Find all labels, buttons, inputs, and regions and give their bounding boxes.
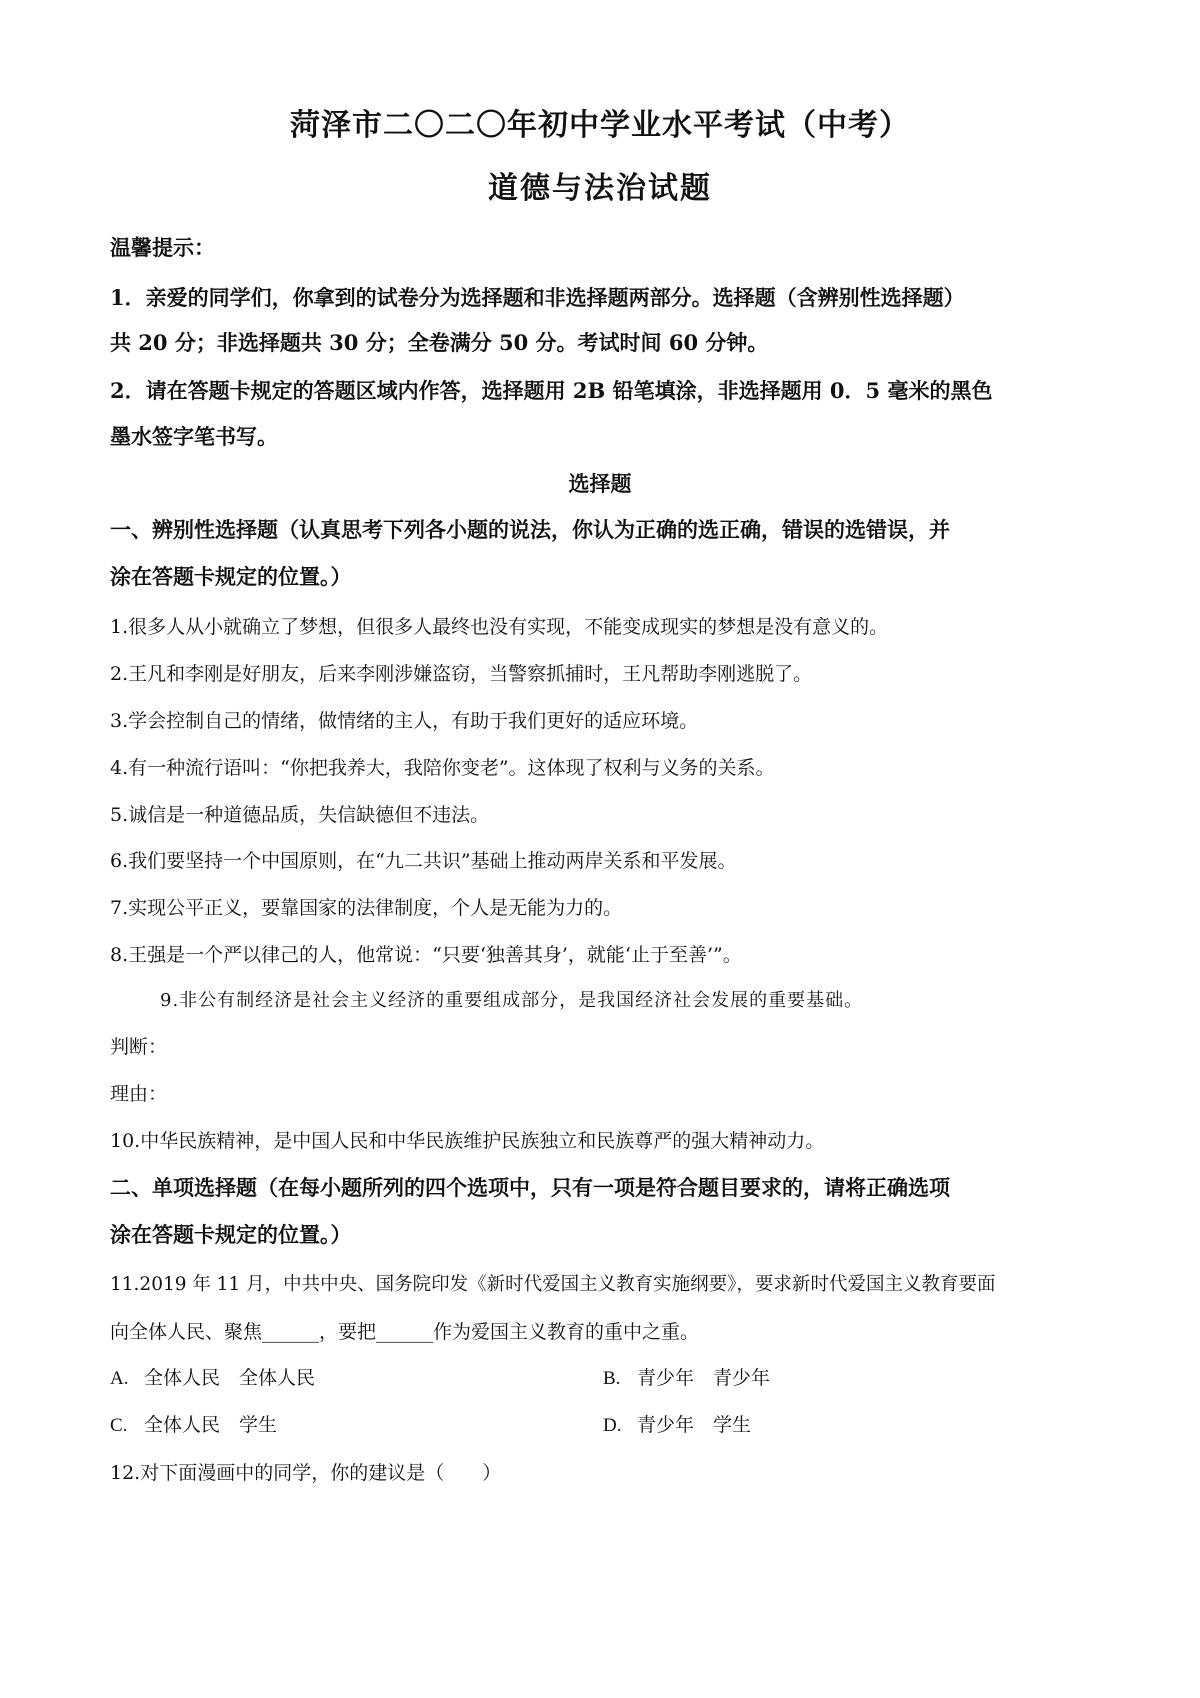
tips-line-2a: 2．请在答题卡规定的答题区域内作答，选择题用 2B 铅笔填涂，非选择题用 0．5 毫米的黑色 <box>110 378 993 403</box>
option-b-label: B. <box>603 1368 621 1389</box>
option-d-label: D. <box>603 1415 622 1436</box>
option-a-label: A. <box>110 1368 129 1389</box>
question-9: 9.非公有制经济是社会主义经济的重要组成部分，是我国经济社会发展的重要基础。 <box>160 990 864 1011</box>
option-b <box>603 1363 770 1390</box>
reason-label: 理由： <box>110 1083 168 1105</box>
tips-line-1a: 1．亲爱的同学们，你拿到的试卷分为选择题和非选择题两部分。选择题（含辨别性选择题） <box>110 285 965 310</box>
option-d <box>603 1410 751 1437</box>
question-3: 3.学会控制自己的情绪，做情绪的主人，有助于我们更好的适应环境。 <box>110 710 699 732</box>
option-a-text: 全体人民 全体人民 <box>144 1368 316 1389</box>
tips-line-1b: 共 20 分；非选择题共 30 分；全卷满分 50 分。考试时间 60 分钟。 <box>110 330 769 355</box>
question-8: 8.王强是一个严以律己的人，他常说：“只要‘独善其身’，就能‘止于至善’”。 <box>110 944 742 966</box>
judgement-label: 判断： <box>110 1036 168 1058</box>
question-10: 10.中华民族精神，是中国人民和中华民族维护民族独立和民族尊严的强大精神动力。 <box>110 1130 825 1152</box>
option-c-text: 全体人民 学生 <box>144 1415 278 1436</box>
part1-heading-b: 涂在答题卡规定的位置。） <box>110 564 352 589</box>
section-title: 选择题 <box>568 471 632 496</box>
option-c <box>110 1410 277 1437</box>
part1-heading-a: 一、辨别性选择题（认真思考下列各小题的说法，你认为正确的选正确，错误的选错误，并 <box>110 517 950 542</box>
exam-title: 菏泽市二〇二〇年初中学业水平考试（中考） <box>290 108 910 143</box>
question-11-line-a: 11.2019 年 11 月，中共中央、国务院印发《新时代爱国主义教育实施纲要》，要求新时代爱国主义教育要面 <box>110 1274 996 1295</box>
part2-heading-b: 涂在答题卡规定的位置。） <box>110 1222 352 1247</box>
option-a <box>110 1363 315 1390</box>
part2-heading-a: 二、单项选择题（在每小题所列的四个选项中，只有一项是符合题目要求的，请将正确选项 <box>110 1175 950 1200</box>
option-c-label: C. <box>110 1415 128 1436</box>
tips-heading: 温馨提示： <box>110 235 215 260</box>
question-6: 6.我们要坚持一个中国原则，在“九二共识”基础上推动两岸关系和平发展。 <box>110 850 737 872</box>
question-2: 2.王凡和李刚是好朋友，后来李刚涉嫌盗窃，当警察抓捕时，王凡帮助李刚逃脱了。 <box>110 663 813 685</box>
question-12: 12.对下面漫画中的同学，你的建议是（ ） <box>110 1462 502 1484</box>
question-1: 1.很多人从小就确立了梦想，但很多人最终也没有实现，不能变成现实的梦想是没有意义的。 <box>110 616 889 638</box>
option-b-text: 青少年 青少年 <box>637 1368 771 1389</box>
exam-subtitle: 道德与法治试题 <box>488 171 712 206</box>
question-11-line-b: 向全体人民、聚焦______，要把______作为爱国主义教育的重中之重。 <box>110 1321 700 1343</box>
question-5: 5.诚信是一种道德品质，失信缺德但不违法。 <box>110 804 490 826</box>
tips-line-2b: 墨水签字笔书写。 <box>110 424 278 449</box>
question-7: 7.实现公平正义，要靠国家的法律制度，个人是无能为力的。 <box>110 897 623 919</box>
option-d-text: 青少年 学生 <box>637 1415 752 1436</box>
question-4: 4.有一种流行语叫：“你把我养大，我陪你变老”。这体现了权利与义务的关系。 <box>110 757 775 779</box>
